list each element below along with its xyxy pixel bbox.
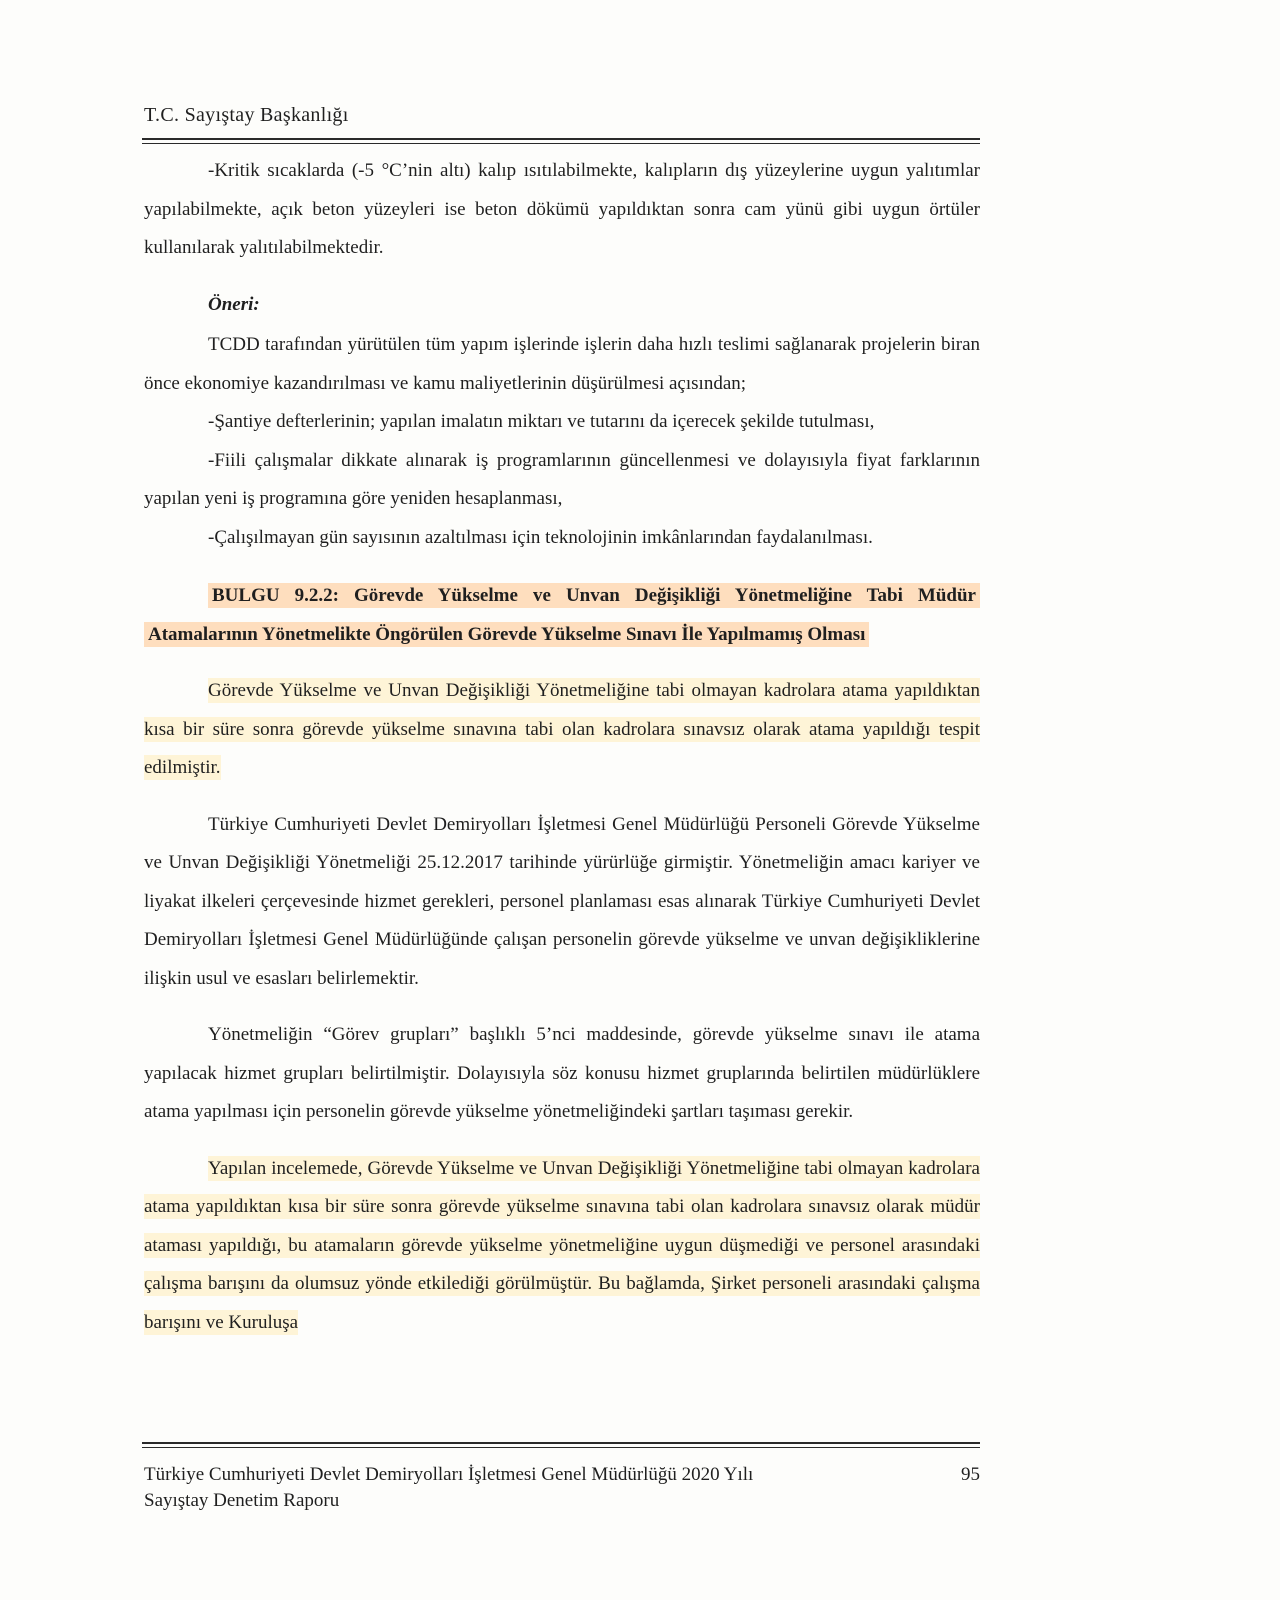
page-header: T.C. Sayıştay Başkanlığı [144,104,349,126]
oneri-item: -Şantiye defterlerinin; yapılan imalatın miktarı ve tutarını da içerecek şekilde tutulması, [208,411,875,432]
body-paragraph [144,672,980,788]
document-body [144,152,980,1342]
page-footer [144,1462,980,1514]
footer-rule [142,1442,980,1444]
page-number: 95 [961,1464,980,1485]
footer-line-1: Türkiye Cumhuriyeti Devlet Demiryolları İşletmesi Genel Müdürlüğü 2020 Yılı [144,1464,754,1485]
oneri-item: -Fiili çalışmalar dikkate alınarak iş programlarının güncellenmesi ve dolayısıyla fiyat farklarının yapılan yeni iş programına göre yeniden hesaplanması, [144,449,980,509]
highlighted-text: Yapılan incelemede, Görevde Yükselme ve Unvan Değişikliği Yönetmeliğine tabi olmayan kadrolara atama yapıldıktan kısa bir süre sonra görevde yükselme sınavına tabi olan kadrolara sınavsız olarak müdür ataması yapıldığı, bu atamaların görevde yükselme yönetmeliğine uygun düşmediği ve personel arasındaki çalışma barışını da olumsuz yönde etkilediği görülmüştür. Bu bağlamda, Şirket personeli arasındaki çalışma barışını ve Kuruluşa [144,1157,980,1333]
header-rule-thin [142,143,980,144]
oneri-heading: Öneri: [208,293,260,315]
highlighted-text: Görevde Yükselme ve Unvan Değişikliği Yönetmeliğine tabi olmayan kadrolara atama yapıldıktan kısa bir süre sonra görevde yükselme sınavına tabi olan kadrolara sınavsız olarak atama yapıldığı tespit edilmiştir. [144,680,980,778]
oneri-lead: TCDD tarafından yürütülen tüm yapım işlerinde işlerin daha hızlı teslimi sağlanarak projelerin biran önce ekonomiye kazandırılması ve kamu maliyetlerinin düşürülmesi açısından; [144,334,980,394]
finding-title-text: BULGU 9.2.2: Görevde Yükselme ve Unvan Değişikliği Yönetmeliğine Tabi Müdür Atamalarının Yönetmelikte Öngörülen Görevde Yükselme Sınavı İle Yapılmamış Olması [144,583,980,647]
oneri-item: -Çalışılmayan gün sayısının azaltılması için teknolojinin imkânlarından faydalanılması. [208,526,873,548]
header-rule [142,138,980,140]
body-paragraph: Yönetmeliğin “Görev grupları” başlıklı 5’nci maddesinde, görevde yükselme sınavı ile atama yapılacak hizmet grupları belirtilmiştir. Dolayısıyla söz konusu hizmet gruplarında belirtilen müdürlüklere atama yapılması için personelin görevde yükselme yönetmeliğindeki şartları taşıması gerekir. [144,1024,980,1122]
finding-title [144,577,980,654]
footer-line-2: Sayıştay Denetim Raporu [144,1490,340,1511]
intro-paragraph: -Kritik sıcaklarda (-5 °C’nin altı) kalıp ısıtılabilmekte, kalıpların dış yüzeylerine uygun yalıtımlar yapılabilmekte, açık beton yüzeyleri ise beton dökümü yapıldıktan sonra cam yünü gibi uygun örtüler kullanılarak yalıtılabilmektedir. [144,160,980,258]
body-paragraph [144,1150,980,1343]
footer-rule-thin [142,1447,980,1448]
body-paragraph: Türkiye Cumhuriyeti Devlet Demiryolları İşletmesi Genel Müdürlüğü Personeli Görevde Yükselme ve Unvan Değişikliği Yönetmeliği 25.12.2017 tarihinde yürürlüğe girmiştir. Yönetmeliğin amacı kariyer ve liyakat ilkeleri çerçevesinde hizmet gerekleri, personel planlaması esas alınarak Türkiye Cumhuriyeti Devlet Demiryolları İşletmesi Genel Müdürlüğünde çalışan personelin görevde yükselme ve unvan değişikliklerine ilişkin usul ve esasları belirlemektir. [144,813,980,989]
